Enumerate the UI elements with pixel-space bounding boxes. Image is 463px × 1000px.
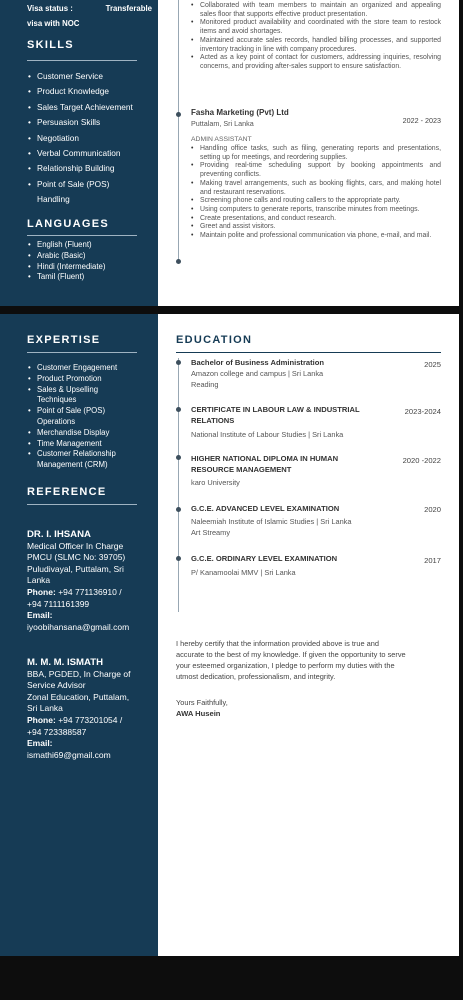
list-item: • Maintain polite and professional communication via phone, e-mail, and mail. [191,232,441,241]
timeline-dot [176,507,181,512]
education-entry-institution: P/ Kanamoolai MMV | Sri Lanka [191,568,296,577]
education-entry-institution: Naleemiah Institute of Islamic Studies | Sri Lanka [191,517,352,526]
job1-bullets [191,2,441,72]
list-item: • Customer Service [28,69,133,84]
list-item: • Customer Engagement [28,363,117,374]
reference-name: M. M. M. ISMATH [27,657,104,668]
list-item: • Point of Sale (POS) [28,177,133,192]
list-item: • Handling office tasks, such as filing, generating reports and presentations, setting up for meetings, and reordering supplies. [191,145,441,162]
education-entry-title: G.C.E. ADVANCED LEVEL EXAMINATION [191,504,340,513]
languages-title: LANGUAGES [27,218,109,230]
divider [27,352,137,353]
list-item: • Time Management [28,439,117,450]
list-item: • Providing real-time scheduling support by booking appointments and preventing conflicts. [191,162,441,179]
timeline-dot [176,360,181,365]
list-item: • Negotiation [28,131,133,146]
education-entry-institution: Amazon college and campus | Sri Lanka [191,369,324,378]
skills-title: SKILLS [27,39,74,51]
expertise-title: EXPERTISE [27,334,101,346]
list-item: • Acted as a key point of contact for customers, addressing inquiries, resolving concerns, and providing after-sales support to ensure satisfaction. [191,54,441,71]
list-item: • Tamil (Fluent) [28,272,105,283]
reference-email[interactable]: iyoobihansana@gmail.com [27,621,130,632]
reference-1: DR. I. IHSANA Medical Officer In Charge PMCU (SLMC No: 39705) Puludivayal, Puttalam, Sri Lanka Phone: +94 771136910 / +94 7111161399 Email: iyoobihansana@gmail.com [27,529,152,633]
education-entry-title: CERTIFICATE IN LABOUR LAW & INDUSTRIAL [191,405,360,414]
list-item: Handling [37,194,70,205]
list-item: • Customer Relationship [28,449,117,460]
timeline-dot [176,455,181,460]
list-item: • Persuasion Skills [28,115,133,130]
list-item: Techniques [37,395,77,405]
education-entry-note: Art Streamy [191,528,231,537]
list-item: • Collaborated with team members to maintain an organized and appealing sales floor that supports effective product presentation. [191,2,441,19]
resume-page-1 [0,0,459,306]
education-entry-year: 2017 [424,556,441,565]
closing: Yours Faithfully, [176,698,228,707]
list-item: • Sales Target Achievement [28,100,133,115]
reference-2: M. M. M. ISMATH BBA, PGDED, In Charge of Service Advisor Zonal Education, Puttalam, Sri Lanka Phone: +94 773201054 / +94 723388587 Email: ismathi69@gmail.com [27,657,152,761]
list-item: • Sales & Upselling [28,385,117,396]
sidebar [0,0,158,306]
reference-phone[interactable]: +94 773201054 / [58,714,123,725]
list-item: • Greet and assist visitors. [191,223,441,232]
education-entry-year: 2020 [424,505,441,514]
education-entry-title: Bachelor of Business Administration [191,358,325,367]
list-item: • Point of Sale (POS) [28,406,117,417]
list-item: • Arabic (Basic) [28,251,105,262]
timeline-dot [176,112,181,117]
education-entry-year: 2025 [424,360,441,369]
sidebar [0,314,158,956]
divider [27,504,137,505]
reference-name: DR. I. IHSANA [27,529,91,540]
list-item: • Relationship Building [28,161,133,176]
divider [27,235,137,236]
divider [176,352,441,353]
expertise-list [28,363,117,471]
education-entry-title: HIGHER NATIONAL DIPLOMA IN HUMAN [191,454,339,463]
reference-phone[interactable]: +94 771136910 / [58,586,122,597]
visa-status: Visa status : Transferable visa with NOC [27,4,152,28]
timeline-line [178,358,179,612]
education-title: EDUCATION [176,334,253,346]
education-entry-institution: National Institute of Labour Studies | Sri Lanka [191,430,344,439]
list-item: • Maintained accurate sales records, handled billing processes, and supported inventory tracking in line with company procedures. [191,37,441,54]
list-item: • Making travel arrangements, such as booking flights, cars, and making hotel and restaurant reservations. [191,180,441,197]
list-item: • Product Promotion [28,374,117,385]
languages-list [28,240,105,283]
list-item: • Screening phone calls and routing callers to the appropriate party. [191,197,441,206]
divider [27,60,137,61]
declaration-text: I hereby certify that the information provided above is true and accurate to the best of my knowledge. If given the opportunity to serve your esteemed organization, I pledge to perform my duties with the utmost dedication, professionalism, and integrity. [176,639,406,681]
education-entry-institution: karo University [191,478,240,487]
job2-bullets [191,145,441,241]
reference-email[interactable]: ismathi69@gmail.com [27,749,111,760]
list-item: Operations [37,416,76,426]
list-item: • Hindi (Intermediate) [28,262,105,273]
timeline-dot [176,407,181,412]
list-item: • Verbal Communication [28,146,133,161]
education-entry-title-cont: RESOURCE MANAGEMENT [191,465,292,474]
education-entry-year: 2023-2024 [404,407,441,416]
list-item: • Merchandise Display [28,428,117,439]
job2-dates: 2022 - 2023 [402,116,441,125]
timeline-dot [176,556,181,561]
job2-company: Fasha Marketing (Pvt) Ltd [191,108,289,117]
education-entry-title: G.C.E. ORDINARY LEVEL EXAMINATION [191,554,338,563]
list-item: • Product Knowledge [28,84,133,99]
education-entry-year: 2020 -2022 [402,456,441,465]
list-item: • Using computers to generate reports, transcribe minutes from meetings. [191,206,441,215]
education-entry-note: Reading [191,380,219,389]
job2-role: ADMIN ASSISTANT [191,136,252,143]
skills-list [28,69,133,208]
resume-page-2 [0,314,459,956]
timeline-line [178,0,179,262]
job2-location: Puttalam, Sri Lanka [191,119,254,128]
list-item: Management (CRM) [37,460,108,470]
education-entry-title-cont: RELATIONS [191,416,235,425]
timeline-dot [176,259,181,264]
signature-name: AWA Husein [176,709,221,718]
list-item: • Create presentations, and conduct research. [191,215,441,224]
list-item: • Monitored product availability and coordinated with the store team to restock items and avoid shortages. [191,19,441,36]
list-item: • English (Fluent) [28,240,105,251]
reference-title: REFERENCE [27,486,107,498]
